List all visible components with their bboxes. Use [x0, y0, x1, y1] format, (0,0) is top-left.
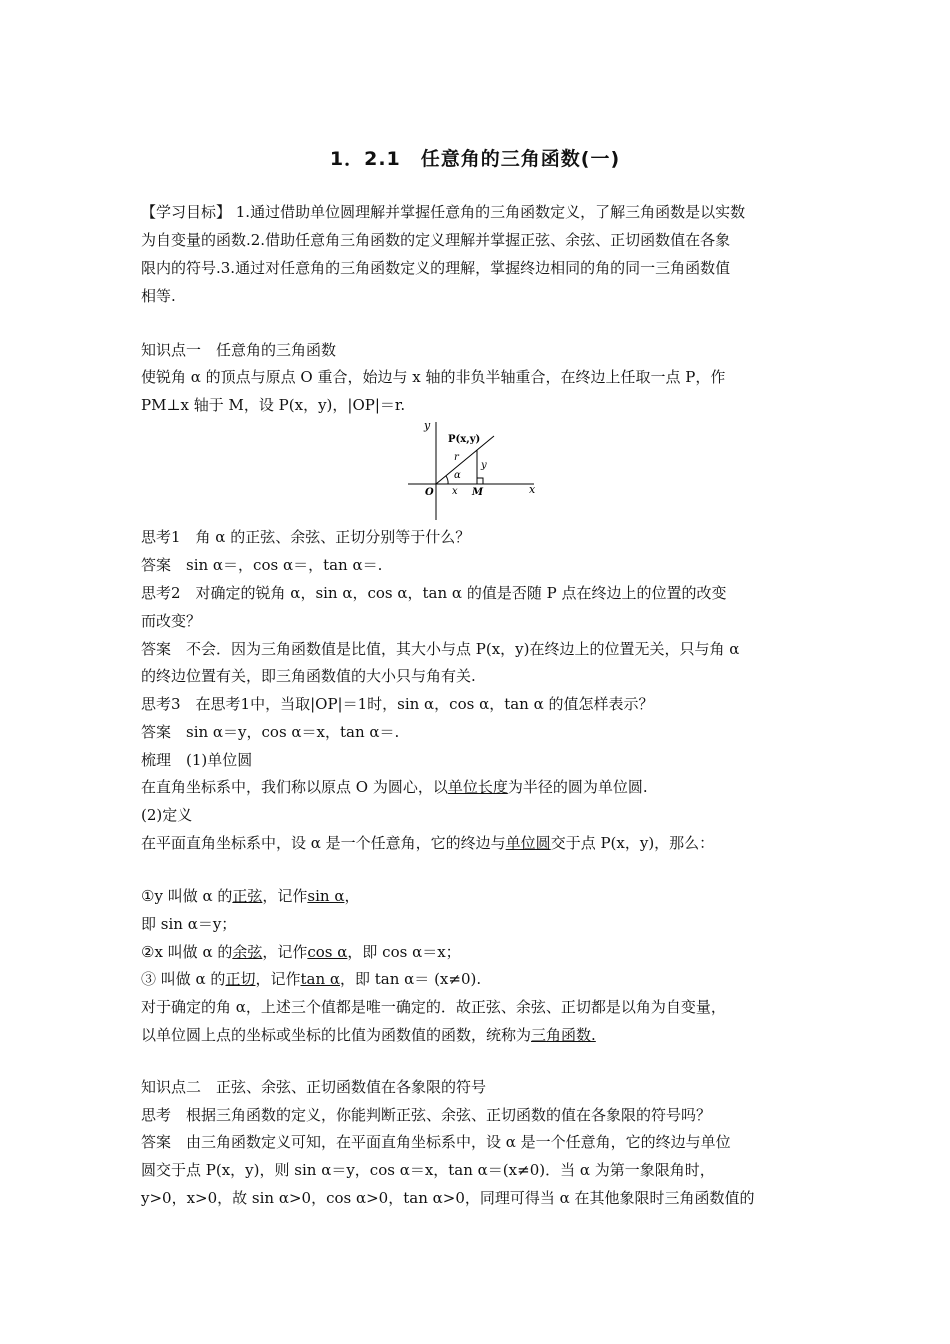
text-line	[141, 969, 481, 989]
text-line	[141, 1025, 596, 1045]
text-line: 对于确定的角 α，上述三个值都是唯一确定的．故正弦、余弦、正切都是以角为自变量，	[141, 998, 726, 1016]
fill-blank-answer: 余弦	[232, 943, 263, 961]
fill-blank-answer: cos α	[307, 943, 348, 961]
diagram-label: x	[452, 486, 458, 497]
diagram-label: y	[424, 420, 431, 432]
text-line: 【学习目标】 1.通过借助单位圆理解并掌握任意角的三角函数定义，了解三角函数是以实数	[141, 203, 746, 221]
text-line: 相等.	[141, 287, 176, 305]
text-line: 答案 sin α＝y，cos α＝x，tan α＝.	[141, 723, 400, 741]
text-line: 而改变？	[141, 612, 202, 630]
fill-blank-answer: 单位圆	[505, 834, 551, 852]
text-line: 答案 sin α＝，cos α＝，tan α＝.	[141, 556, 383, 574]
text-segment: ，即 cos α＝x；	[347, 943, 461, 961]
diagram-label: O	[425, 487, 434, 498]
section-heading: 知识点一 任意角的三角函数	[141, 341, 337, 359]
diagram-label: y	[481, 460, 487, 471]
text-segment: 在平面直角坐标系中，设 α 是一个任意角，它的终边与	[141, 834, 506, 852]
text-line: 即 sin α＝y；	[141, 915, 237, 933]
text-segment: 以单位圆上点的坐标或坐标的比值为函数值的函数，统称为	[141, 1026, 532, 1044]
fill-blank-answer: 正切	[225, 970, 256, 988]
text-segment: ②x 叫做 α 的	[141, 943, 233, 961]
fill-blank-answer: 三角函数.	[531, 1026, 596, 1044]
text-line	[141, 886, 359, 906]
text-segment: 在直角坐标系中，我们称以原点 O 为圆心，以	[141, 778, 448, 796]
text-line: 思考 根据三角函数的定义，你能判断正弦、余弦、正切函数的值在各象限的符号吗？	[141, 1106, 712, 1124]
text-line: 答案 由三角函数定义可知，在平面直角坐标系中，设 α 是一个任意角，它的终边与单位	[141, 1133, 731, 1151]
section-heading: 知识点二 正弦、余弦、正切函数值在各象限的符号	[141, 1078, 487, 1096]
text-line: PM⊥x 轴于 M，设 P(x，y)，|OP|＝r.	[141, 396, 406, 414]
diagram-label: M	[472, 487, 484, 498]
diagram-label: P(x,y)	[448, 434, 481, 445]
text-line: 使锐角 α 的顶点与原点 O 重合，始边与 x 轴的非负半轴重合，在终边上任取一点 P，作	[141, 368, 726, 386]
text-line	[141, 942, 461, 962]
diagram-label: α	[454, 470, 461, 481]
angle-arc	[446, 476, 448, 484]
text-line: 梳理 (1)单位圆	[141, 751, 253, 769]
text-segment: ，记作	[262, 943, 308, 961]
text-segment: ，记作	[255, 970, 301, 988]
text-line: 思考2 对确定的锐角 α，sin α，cos α，tan α 的值是否随 P 点在终边上的位置的改变	[141, 584, 727, 602]
text-segment: ③ 叫做 α 的	[141, 970, 226, 988]
text-segment: ，	[344, 887, 360, 905]
text-line: 限内的符号.3.通过对任意角的三角函数定义的理解，掌握终边相同的角的同一三角函数值	[141, 259, 731, 277]
text-line: 圆交于点 P(x，y)，则 sin α＝y，cos α＝x，tan α＝(x≠0)．当 α 为第一象限角时，	[141, 1161, 715, 1179]
diagram-label: r	[454, 452, 459, 463]
text-line: 思考1 角 α 的正弦、余弦、正切分别等于什么？	[141, 528, 471, 546]
text-segment: ，即 tan α＝ (x≠0).	[340, 970, 482, 988]
diagram-label: x	[529, 483, 536, 496]
text-line: 的终边位置有关，即三角函数值的大小只与角有关.	[141, 667, 476, 685]
text-line: y>0，x>0，故 sin α>0，cos α>0，tan α>0，同理可得当 α 在其他象限时三角函数值的	[141, 1189, 755, 1207]
text-segment: 交于点 P(x，y)，那么：	[550, 834, 715, 852]
text-segment: ，记作	[262, 887, 308, 905]
page-title: 1．2.1 任意角的三角函数(一)	[329, 148, 621, 170]
text-line: (2)定义	[141, 806, 193, 824]
text-line: 思考3 在思考1中，当取|OP|＝1时，sin α，cos α，tan α 的值怎样表示？	[141, 695, 654, 713]
fill-blank-answer: tan α	[300, 970, 340, 988]
fill-blank-answer: 单位长度	[447, 778, 508, 796]
text-line: 为自变量的函数.2.借助任意角三角函数的定义理解并掌握正弦、余弦、正切函数值在各象	[141, 231, 731, 249]
text-line	[141, 833, 714, 853]
coordinate-diagram	[408, 420, 543, 520]
text-line	[141, 777, 648, 797]
text-line: 答案 不会．因为三角函数值是比值，其大小与点 P(x，y)在终边上的位置无关，只与角 α	[141, 640, 740, 658]
fill-blank-answer: 正弦	[232, 887, 263, 905]
text-segment: 为半径的圆为单位圆.	[507, 778, 648, 796]
right-angle-mark	[477, 478, 483, 484]
fill-blank-answer: sin α	[307, 887, 345, 905]
text-segment: ①y 叫做 α 的	[141, 887, 233, 905]
